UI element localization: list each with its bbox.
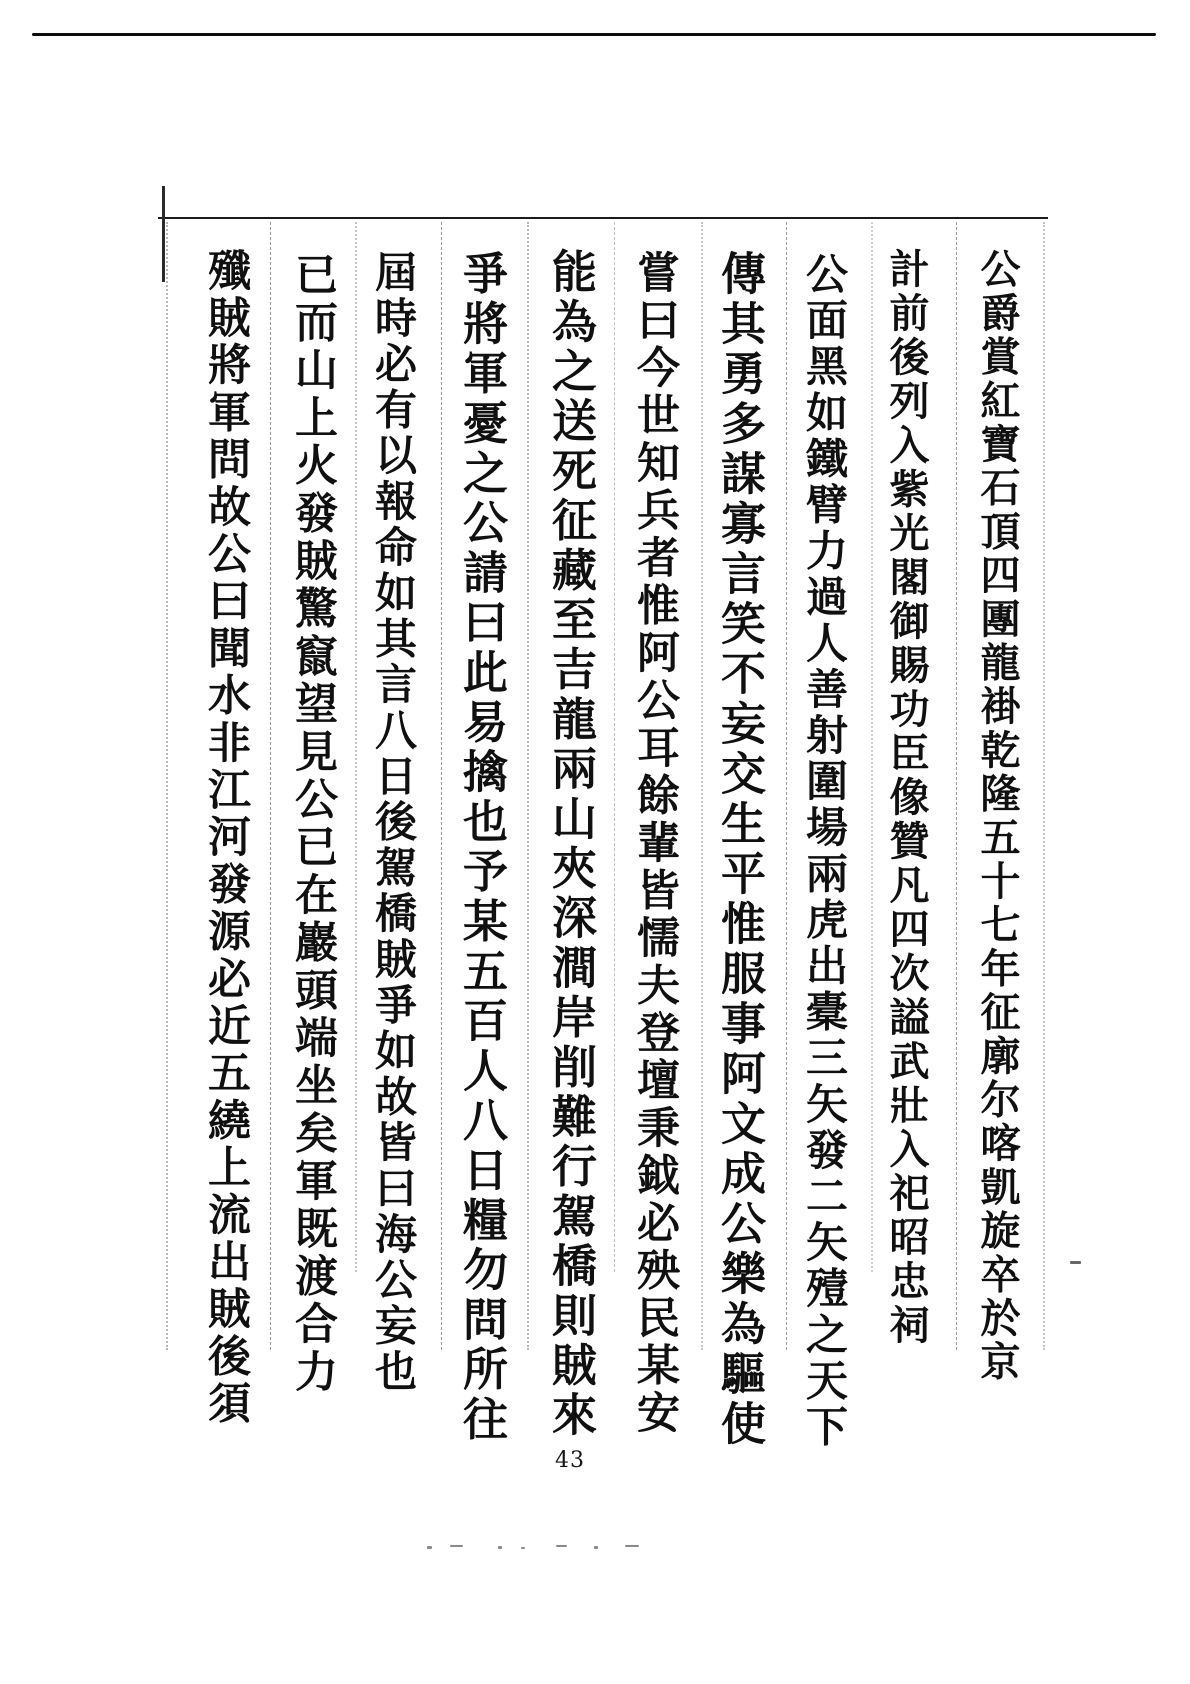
scan-artifact — [594, 1546, 598, 1549]
manuscript-column: 能為之送死征藏至吉龍兩山夾深澗岸削難行駕橋則賊來 — [544, 248, 597, 1441]
scan-artifact — [427, 1546, 432, 1549]
scan-artifact — [498, 1546, 502, 1549]
manuscript-column: 已而山上火發賊驚竄望見公已在巖頭端坐矣軍既渡合力 — [288, 252, 338, 1397]
scan-artifact — [1070, 1261, 1081, 1264]
text-block-top-border — [158, 217, 1048, 219]
column-divider — [701, 222, 703, 1350]
left-margin-tick — [162, 186, 165, 282]
column-divider — [786, 222, 787, 1350]
scan-artifact — [556, 1545, 567, 1547]
column-divider — [270, 222, 271, 1350]
column-divider — [355, 222, 357, 1272]
scan-artifact — [625, 1545, 639, 1547]
column-divider — [614, 222, 615, 1272]
manuscript-column: 公爵賞紅寶石頂四團龍褂乾隆五十七年征廓尔喀凱旋卒於京 — [974, 248, 1021, 1385]
manuscript-column: 公面黑如鐵臂力過人善射圍場兩虎出橐三矢發二矢殪之天下 — [800, 252, 849, 1451]
column-divider — [956, 222, 957, 1350]
manuscript-column: 殲賊將軍問故公曰聞水非江河發源必近五繞上流出賊後須 — [201, 248, 251, 1428]
manuscript-column: 嘗曰今世知兵者惟阿公耳餘輩皆懦夫登壇秉鉞必殃民某安 — [630, 250, 680, 1438]
column-divider — [527, 222, 529, 1350]
column-divider — [441, 222, 442, 1350]
column-divider — [1043, 222, 1045, 1350]
manuscript-column: 爭將軍憂之公請曰此易擒也予某五百人八日糧勿問所往 — [455, 250, 508, 1446]
page-top-rule — [32, 33, 1156, 36]
scan-artifact — [521, 1547, 525, 1549]
page-number: 43 — [555, 1448, 585, 1473]
manuscript-column: 傳其勇多謀寡言笑不妄交生平惟服事阿文成公樂為驅使 — [713, 250, 766, 1450]
column-divider — [166, 222, 168, 1350]
manuscript-column: 計前後列入紫光閣御賜功臣像贊凡四次謚武壯入祀昭忠祠 — [883, 248, 930, 1348]
scan-artifact — [450, 1545, 463, 1547]
manuscript-column: 屆時必有以報命如其言八日後駕橋賊爭如故皆曰海公妄也 — [369, 250, 418, 1395]
